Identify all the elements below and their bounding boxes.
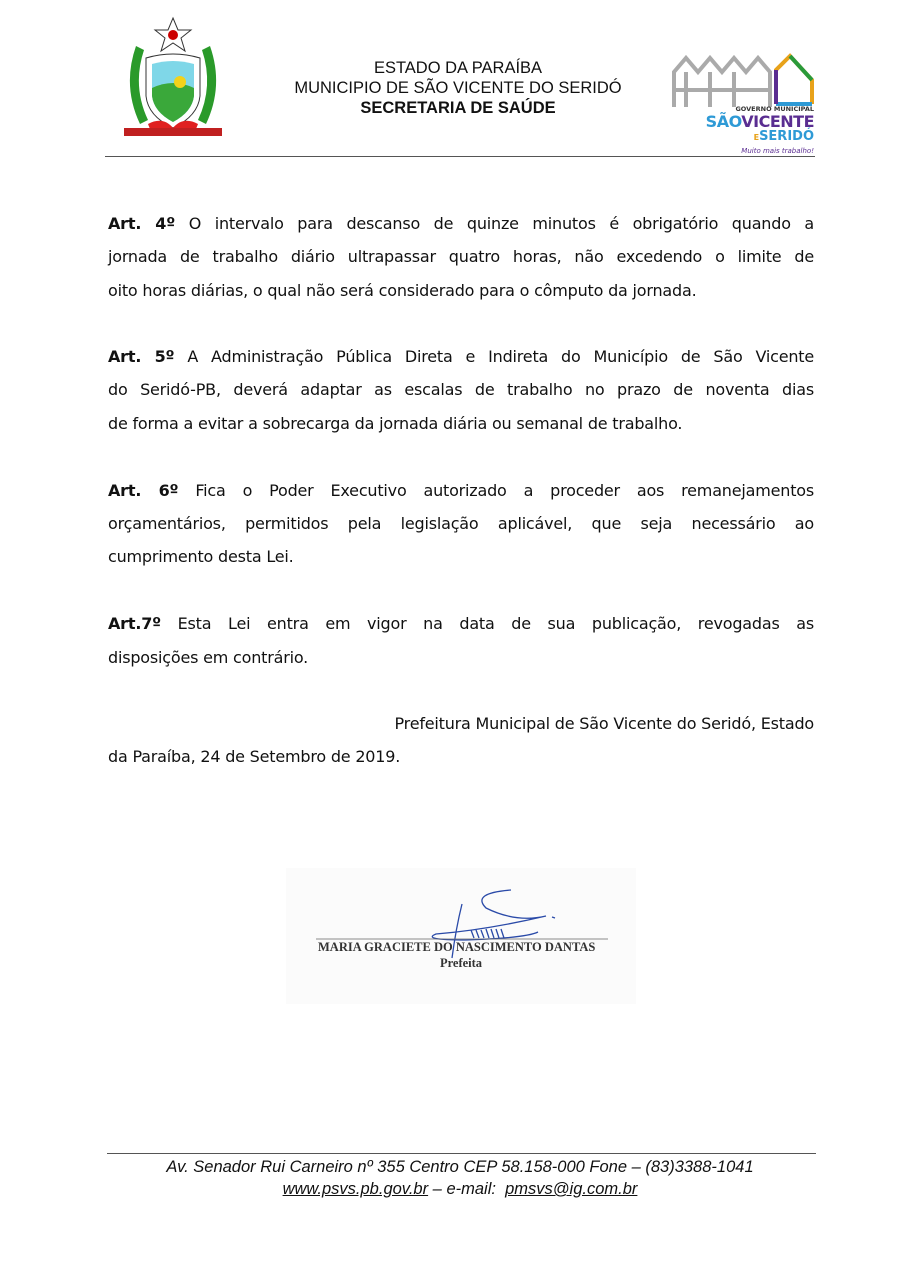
signatory-role: Prefeita [439,956,483,970]
article-5-line: de forma a evitar a sobrecarga da jornada diária ou semanal de trabalho. [108,414,683,433]
letterhead-state: ESTADO DA PARAÍBA [373,59,543,77]
article-4-line: oito horas diárias, o qual não será considerado para o cômputo da jornada. [108,281,697,300]
letterhead [250,58,666,118]
article-4-label: Art. 4º [108,214,176,233]
article-6-line [108,481,814,501]
header-divider [105,156,815,157]
logo-slogan: Muito mais trabalho! [741,147,814,155]
logo-e: E [753,133,760,142]
email-link[interactable]: pmsvs@ig.com.br [505,1180,638,1198]
footer-contact [100,1179,820,1199]
houses-icon [672,52,817,112]
article-text: Esta Lei entra em vigor na data de sua publicação, revogadas as [177,614,814,633]
logo-sao: SÃO [705,112,742,131]
article-5-line [108,347,814,367]
article-5-label: Art. 5º [108,347,175,366]
municipal-government-logo [672,52,817,162]
article-text: O intervalo para descanso de quinze minutos é obrigatório quando a [188,214,815,233]
article-5-line: do Seridó-PB, deverá adaptar as escalas de trabalho no prazo de noventa dias [108,380,814,399]
article-6-line: orçamentários, permitidos pela legislação aplicável, que seja necessário ao [108,514,814,533]
article-6-line: cumprimento desta Lei. [108,547,294,566]
footer-divider [107,1153,816,1154]
footer-address: Av. Senador Rui Carneiro nº 355 Centro CEP 58.158-000 Fone – (83)3388-1041 [166,1158,754,1176]
handwritten-signature [286,868,636,1004]
signature-block [286,868,636,1004]
logo-governo-municipal: GOVERNO MUNICIPAL [735,105,814,113]
letterhead-municipality: MUNICIPIO DE SÃO VICENTE DO SERIDÓ [294,79,622,97]
closing-line-1: Prefeitura Municipal de São Vicente do Seridó, Estado [394,714,814,733]
state-coat-of-arms-logo [118,16,228,146]
article-4-line: jornada de trabalho diário ultrapassar quatro horas, não excedendo o limite de [108,247,814,266]
article-text: A Administração Pública Direta e Indireta do Município de São Vicente [187,347,815,366]
closing-line-2: da Paraíba, 24 de Setembro de 2019. [108,747,401,766]
article-7-label: Art.7º [108,614,161,633]
article-4-line [108,214,814,234]
article-7-line [108,614,814,634]
logo-vicente: VICENTE [741,112,814,131]
letterhead-secretariat: SECRETARIA DE SAÚDE [360,99,556,117]
article-text: Fica o Poder Executivo autorizado a proceder aos remanejamentos [195,481,815,500]
article-7-line: disposições em contrário. [108,648,309,667]
logo-serido: SERIDÓ [759,129,814,144]
email-label: – e-mail: [428,1180,506,1198]
article-6-label: Art. 6º [108,481,179,500]
signatory-name: MARIA GRACIETE DO NASCIMENTO DANTAS [318,940,596,954]
website-link[interactable]: www.psvs.pb.gov.br [282,1180,429,1198]
